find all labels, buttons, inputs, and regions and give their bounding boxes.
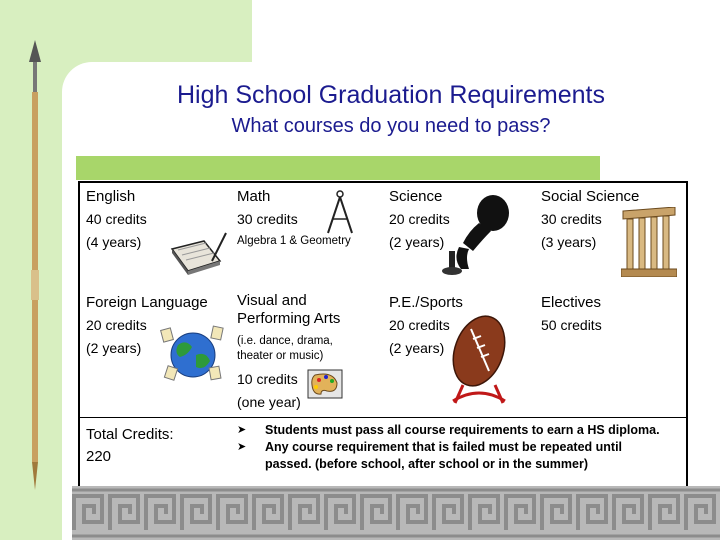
subject-years: (2 years)	[389, 340, 445, 356]
microscope-icon	[439, 191, 515, 277]
subject-name: P.E./Sports	[389, 294, 463, 311]
subject-credits: 50 credits	[541, 317, 602, 333]
subject-credits: 30 credits	[237, 211, 298, 227]
subject-name: Science	[389, 188, 443, 205]
subject-name: Visual and Performing Arts	[237, 292, 341, 327]
page-subtitle: What courses do you need to pass?	[231, 115, 551, 137]
subject-years: (2 years)	[389, 234, 445, 250]
subject-cell-foreign	[79, 289, 231, 418]
arrow-bullet-icon: ➤	[237, 424, 247, 436]
notes-list	[237, 422, 670, 473]
subject-credits: 10 credits	[237, 371, 298, 387]
subject-cell-pe	[383, 289, 535, 418]
title-block	[62, 80, 720, 138]
subject-years: (3 years)	[541, 234, 597, 250]
accent-bar	[76, 156, 600, 180]
subject-credits: 40 credits	[86, 211, 147, 227]
subject-years: (one year)	[237, 394, 301, 410]
subject-credits: 20 credits	[389, 317, 450, 333]
subject-credits: 20 credits	[389, 211, 450, 227]
subject-cell-english	[79, 182, 231, 289]
total-value: 220	[86, 448, 112, 465]
subject-cell-social	[535, 182, 687, 289]
subject-name: Social Science	[541, 188, 640, 205]
page-title: High School Graduation Requirements	[176, 81, 605, 109]
subject-years: (2 years)	[86, 340, 142, 356]
table-row	[79, 289, 687, 418]
subject-name: Electives	[541, 294, 602, 311]
list-item	[237, 422, 670, 439]
pen-icon	[22, 40, 48, 490]
football-icon	[441, 313, 513, 405]
subject-note: (i.e. dance, drama, theater or music)	[237, 335, 333, 362]
columns-icon	[621, 207, 677, 277]
globe-icon	[160, 325, 226, 381]
subject-name: Math	[237, 188, 271, 205]
requirements-table	[78, 181, 688, 501]
note-text: Students must pass all course requirements to earn a HS diploma.	[265, 423, 660, 437]
table-row	[79, 182, 687, 289]
subject-cell-electives	[535, 289, 687, 418]
subject-cell-math	[231, 182, 383, 289]
subject-cell-arts	[231, 289, 383, 418]
subject-name: Foreign Language	[86, 294, 208, 311]
subject-cell-science	[383, 182, 535, 289]
subject-credits: 20 credits	[86, 317, 147, 333]
book-icon	[168, 227, 228, 275]
greek-key-footer	[72, 486, 720, 540]
subject-credits: 30 credits	[541, 211, 602, 227]
list-item	[237, 439, 670, 473]
note-text: Any course requirement that is failed must be repeated until passed. (before school, after school or in the summer)	[265, 440, 623, 471]
arrow-bullet-icon: ➤	[237, 441, 247, 453]
subject-years: (4 years)	[86, 234, 142, 250]
palette-icon	[307, 369, 343, 399]
subject-name: English	[86, 188, 136, 205]
compass-icon	[323, 189, 357, 235]
total-label: Total Credits:	[86, 426, 174, 443]
subject-note: Algebra 1 & Geometry	[237, 235, 351, 247]
